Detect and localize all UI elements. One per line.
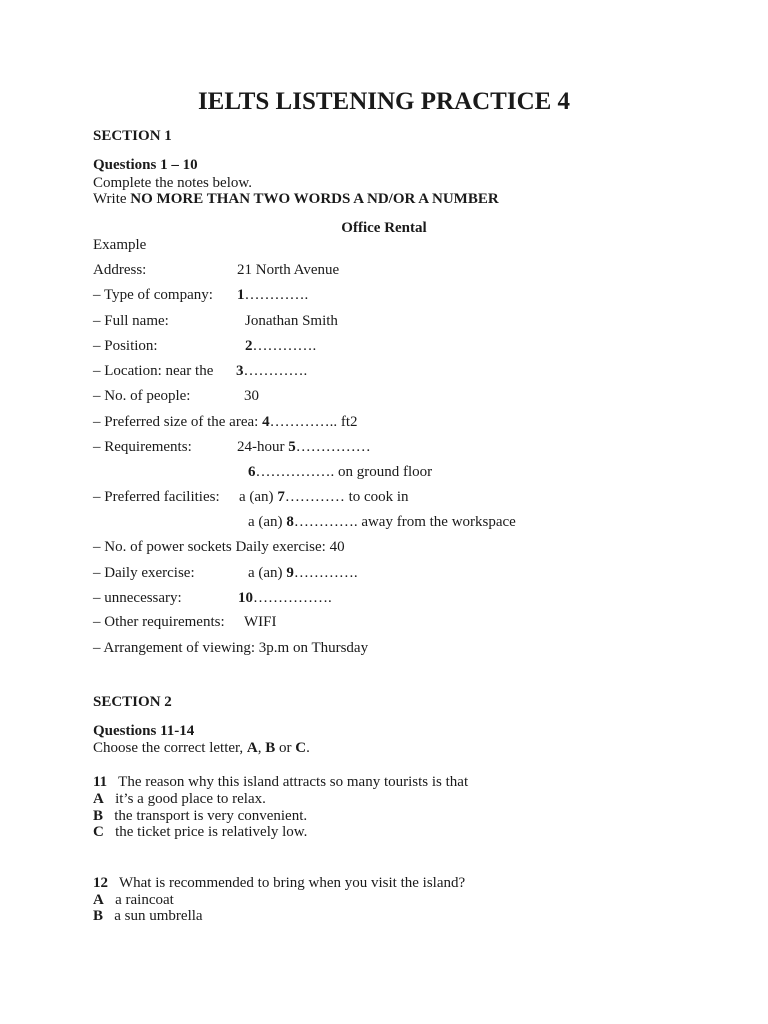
- note-label-full-name: – Full name:: [93, 313, 169, 329]
- question-11-option-a: A it’s a good place to relax.: [93, 791, 266, 807]
- note-label-people: – No. of people:: [93, 388, 191, 404]
- page-title: IELTS LISTENING PRACTICE 4: [197, 88, 571, 115]
- note-answer-1: 1………….: [237, 287, 309, 303]
- note-value-other-requirements: WIFI: [244, 614, 277, 630]
- note-label-company-type: – Type of company:: [93, 287, 213, 303]
- note-answer-2: 2………….: [245, 338, 317, 354]
- notes-title: Office Rental: [341, 220, 427, 236]
- question-12: 12 What is recommended to bring when you visit the island?: [93, 875, 466, 891]
- section-1-heading: SECTION 1: [93, 128, 172, 144]
- section-2-heading: SECTION 2: [93, 694, 172, 710]
- section-2-questions-range: Questions 11-14: [93, 723, 195, 739]
- section-1-questions-range: Questions 1 – 10: [93, 157, 198, 173]
- section-1-word-limit: Write NO MORE THAN TWO WORDS A ND/OR A NUMBER: [93, 191, 499, 207]
- note-value-full-name: Jonathan Smith: [245, 313, 338, 329]
- section-1-instruction: Complete the notes below.: [93, 175, 252, 191]
- note-label-unnecessary: – unnecessary:: [93, 590, 182, 606]
- example-label: Example: [93, 237, 147, 253]
- question-11: 11 The reason why this island attracts so many tourists is that: [93, 774, 469, 790]
- note-label-facilities: – Preferred facilities:: [93, 489, 220, 505]
- note-label-location: – Location: near the: [93, 363, 214, 379]
- note-answer-10: 10…………….: [238, 590, 332, 606]
- note-label-address: Address:: [93, 262, 147, 278]
- note-label-position: – Position:: [93, 338, 158, 354]
- question-12-option-b: B a sun umbrella: [93, 908, 203, 924]
- note-size-of-area: – Preferred size of the area: 4………….. ft2: [93, 414, 358, 430]
- question-11-option-c: C the ticket price is relatively low.: [93, 824, 308, 840]
- note-answer-9: a (an) 9………….: [248, 565, 358, 581]
- note-viewing: – Arrangement of viewing: 3p.m on Thursday: [93, 640, 369, 656]
- note-label-daily-exercise: – Daily exercise:: [93, 565, 195, 581]
- note-answer-7: a (an) 7………… to cook in: [239, 489, 409, 505]
- note-label-requirements: – Requirements:: [93, 439, 192, 455]
- note-answer-3: 3………….: [236, 363, 308, 379]
- note-label-other-requirements: – Other requirements:: [93, 614, 225, 630]
- question-12-option-a: A a raincoat: [93, 892, 174, 908]
- note-answer-8: a (an) 8…………. away from the workspace: [248, 514, 516, 530]
- question-11-option-b: B the transport is very convenient.: [93, 808, 308, 824]
- note-value-people: 30: [244, 388, 259, 404]
- section-2-instruction: Choose the correct letter, A, B or C.: [93, 740, 310, 756]
- note-answer-5: 24-hour 5……………: [237, 439, 371, 455]
- note-value-address: 21 North Avenue: [237, 262, 340, 278]
- note-power-sockets: – No. of power sockets Daily exercise: 40: [93, 539, 345, 555]
- note-answer-6: 6……………. on ground floor: [248, 464, 433, 480]
